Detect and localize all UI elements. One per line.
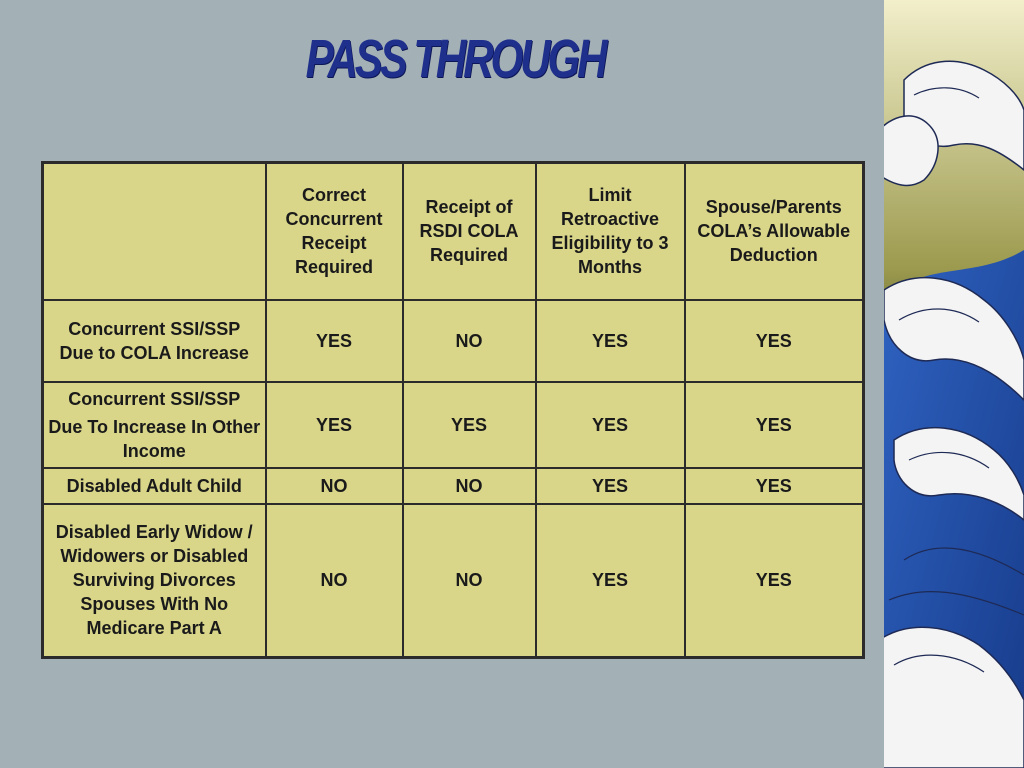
table-cell: YES (403, 382, 536, 468)
table-cell: YES (266, 300, 403, 382)
corner-cell (43, 163, 266, 300)
table-row (43, 504, 864, 658)
table-cell: NO (266, 504, 403, 658)
row-label-line: Concurrent SSI/SSP (68, 388, 241, 409)
table-cell: YES (685, 300, 864, 382)
table-cell: YES (266, 382, 403, 468)
table-cell: NO (403, 468, 536, 504)
column-header: Correct Concurrent Receipt Required (266, 163, 403, 300)
row-label (43, 300, 266, 382)
table-cell: NO (403, 300, 536, 382)
wave-illustration (884, 0, 1024, 768)
table-cell: YES (536, 300, 685, 382)
column-header: Receipt of RSDI COLA Required (403, 163, 536, 300)
row-label-line: Concurrent SSI/SSP (68, 318, 241, 339)
table-cell: YES (536, 504, 685, 658)
table-row (43, 300, 864, 382)
row-label: Disabled Adult Child (43, 468, 266, 504)
row-label-line: Due to COLA Increase (59, 342, 249, 363)
table-cell: YES (685, 382, 864, 468)
row-label-line: Due To Increase In Other Income (48, 416, 261, 461)
pass-through-table (41, 161, 865, 659)
table-row (43, 382, 864, 468)
table-cell: YES (536, 382, 685, 468)
header-row (43, 163, 864, 300)
table-cell: YES (536, 468, 685, 504)
table-cell: YES (685, 468, 864, 504)
table-cell: NO (403, 504, 536, 658)
row-label: Disabled Early Widow / Widowers or Disabled Surviving Divorces Spouses With No Medicare Part A (43, 504, 266, 658)
table-cell: YES (685, 504, 864, 658)
row-label (43, 382, 266, 468)
table-cell: NO (266, 468, 403, 504)
column-header: Limit Retroactive Eligibility to 3 Months (536, 163, 685, 300)
slide-title: PASS THROUGH (305, 29, 605, 89)
table-row (43, 468, 864, 504)
column-header: Spouse/Parents COLA’s Allowable Deduction (685, 163, 864, 300)
